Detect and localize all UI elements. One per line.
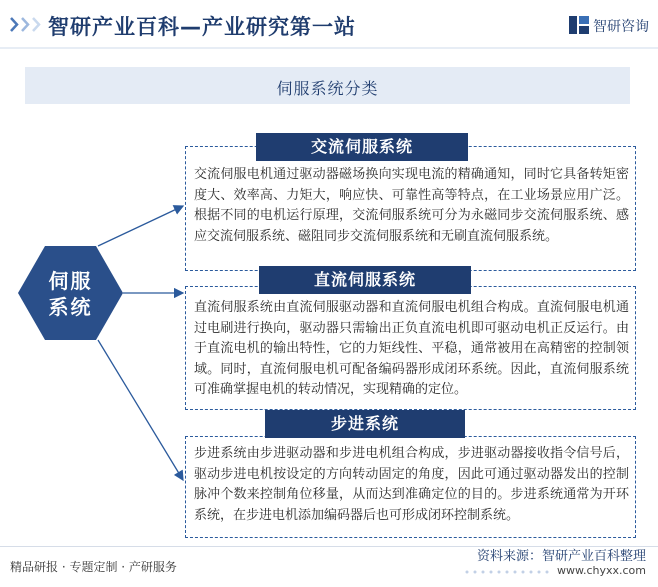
section-stepper (185, 436, 636, 538)
title-bar (25, 67, 630, 104)
chevron-right-icon (10, 17, 19, 32)
site-title: 智研产业百科—产业研究第一站 (48, 15, 356, 39)
section-heading-stepper: 步进系统 (265, 410, 465, 438)
section-heading-ac: 交流伺服系统 (256, 133, 468, 161)
section-dc-servo (185, 286, 636, 410)
center-label-line1: 伺服 (48, 269, 93, 293)
logo-text: 智研咨询 (593, 19, 649, 35)
section-body: 直流伺服系统由直流伺服驱动器和直流伺服电机组合构成。直流伺服电机通过电刷进行换向，驱动器只需输出正负直流电机即可驱动电机正反运行。由于直流电机的输出特性，它的力矩线性、平稳，通常被用在高精密的控制领域。同时，直流伺服电机可配备编码器形成闭环系统。因此，直流伺服系统可准确掌握电机的转动情况，实现精确的定位。 (194, 300, 629, 398)
center-label (18, 268, 123, 320)
chevron-right-icon (21, 17, 30, 32)
page-title: 伺服系统分类 (276, 79, 379, 98)
top-header (0, 0, 658, 48)
logo-icon (569, 16, 589, 34)
center-label-line2: 系统 (48, 295, 93, 319)
arrow-to-ac (98, 206, 183, 246)
section-ac-servo (185, 146, 636, 271)
footer-source: 资料来源：智研产业百科整理 (476, 549, 646, 564)
section-body: 交流伺服电机通过驱动器磁场换向实现电流的精确通知，同时它具备转矩密度大、效率高、力矩大，响应快、可靠性高等特点，在工业场景应用广泛。根据不同的电机运行原理，交流伺服系统可分为永磁同步交流伺服系统、感应交流伺服系统、磁阻同步交流伺服系统和无刷直流伺服系统。 (194, 167, 629, 244)
section-body: 步进系统由步进驱动器和步进电机组合构成，步进驱动器接收指令信号后，驱动步进电机按设定的方向转动固定的角度，因此可通过驱动器发出的控制脉冲个数来控制角位移量，从而达到准确定位的目的。步进系统通常为开环系统，在步进电机添加编码器后也可形成闭环控制系统。 (194, 446, 629, 523)
arrow-to-stepper (98, 340, 183, 480)
footer-url[interactable]: www.chyxx.com (556, 564, 646, 577)
chevron-right-icon (32, 17, 41, 32)
section-heading-dc: 直流伺服系统 (259, 266, 471, 294)
footer-tagline: 精品研报 · 专题定制 · 产研服务 (10, 560, 177, 574)
header-divider (0, 47, 658, 49)
